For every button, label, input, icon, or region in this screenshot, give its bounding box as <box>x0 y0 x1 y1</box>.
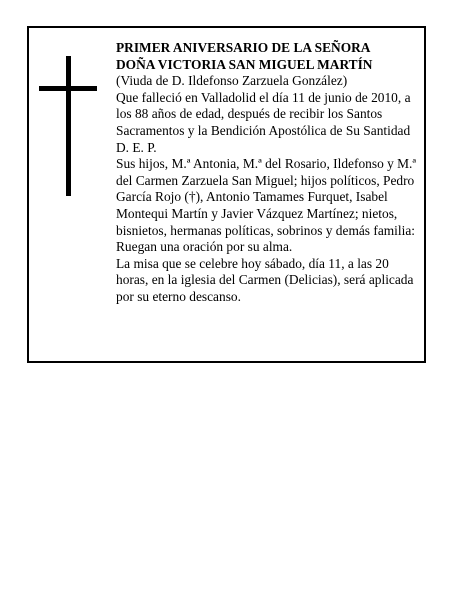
cross-icon <box>39 56 97 196</box>
mass-paragraph: La misa que se celebre hoy sábado, día 11, a las 20 horas, en la iglesia del Carmen (Delicias), será aplicada por su eterno descanso. <box>116 255 414 304</box>
prayer-request: Ruegan una oración por su alma. <box>116 239 293 255</box>
notice-body <box>116 40 421 306</box>
notice-title-line-1: PRIMER ANIVERSARIO DE LA SEÑORA <box>116 40 371 55</box>
death-paragraph: Que falleció en Valladolid el día 11 de junio de 2010, a los 88 años de edad, después de recibir los Santos Sacramentos y la Bendición Apostólica de Su Santidad <box>116 89 411 138</box>
obituary-notice <box>27 26 426 363</box>
rip-line: D. E. P. <box>116 139 157 155</box>
notice-title-line-2: DOÑA VICTORIA SAN MIGUEL MARTÍN <box>116 56 373 72</box>
widow-line: (Viuda de D. Ildefonso Zarzuela González) <box>116 73 348 89</box>
cross-vertical-bar <box>66 56 71 196</box>
cross-horizontal-bar <box>39 86 97 91</box>
family-paragraph: Sus hijos, M.ª Antonia, M.ª del Rosario, Ildefonso y M.ª del Carmen Zarzuela San Miguel; hijos políticos, Pedro García Rojo (†), Antonio Tamames Furquet, Isabel Montequi Martín y Javier Vázquez Martínez; nietos, bisnietos, hermanas políticas, sobrinos y demás familia: <box>116 156 417 238</box>
